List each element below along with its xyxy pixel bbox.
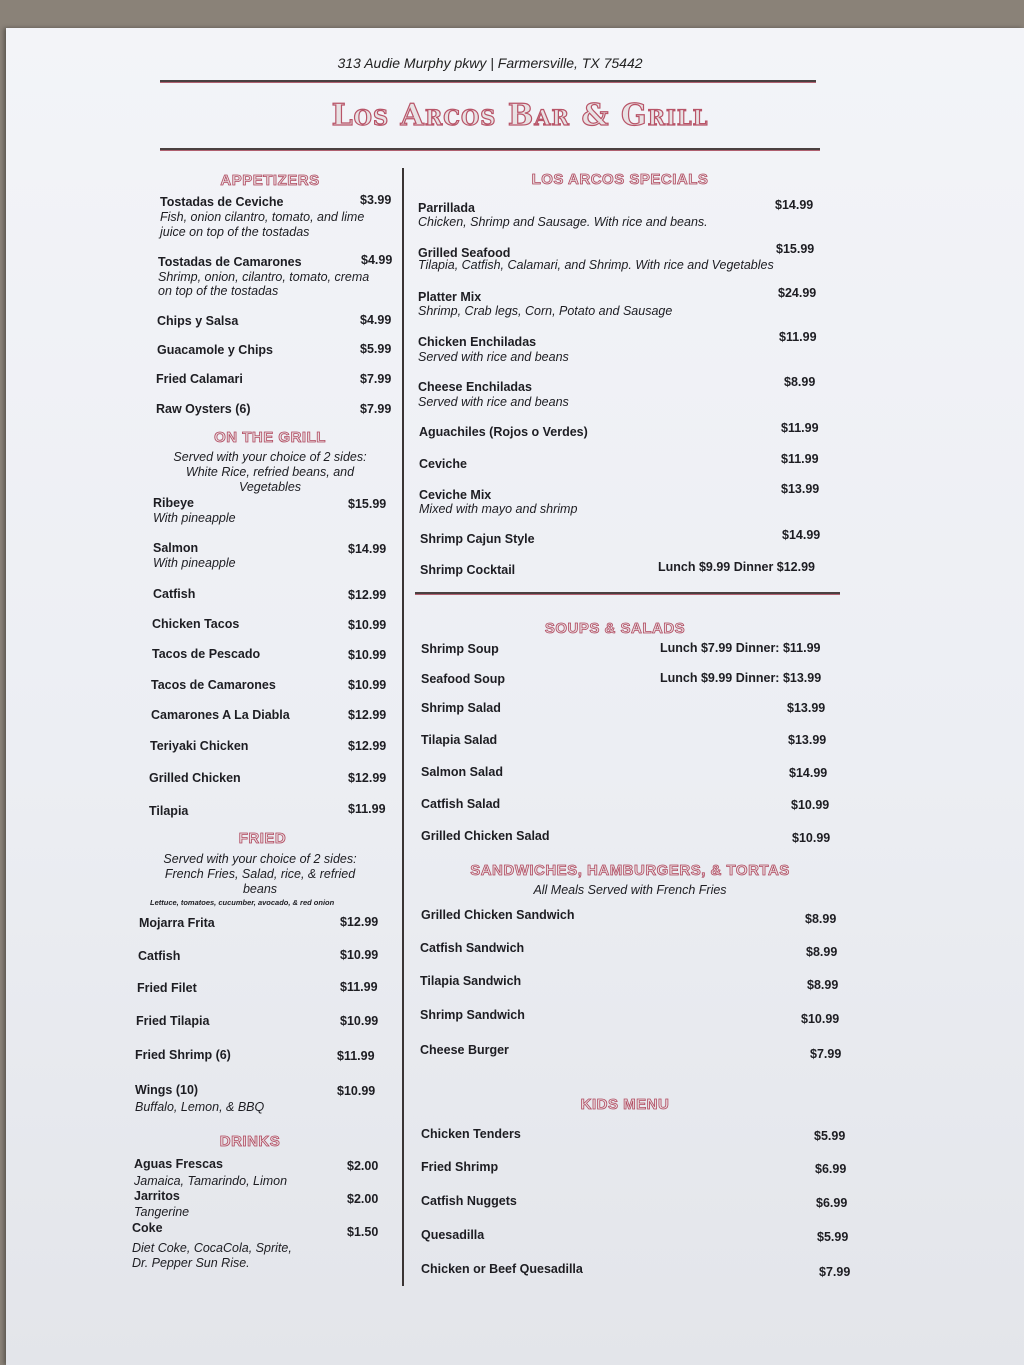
special-desc: Chicken, Shrimp and Sausage. With rice and beans. bbox=[418, 215, 708, 229]
fried-item-price: $10.99 bbox=[340, 1014, 379, 1028]
special-name: Aguachiles (Rojos o Verdes) bbox=[419, 425, 588, 439]
grill-item-desc: With pineapple bbox=[153, 556, 236, 570]
fried-item-price: $12.99 bbox=[340, 915, 379, 929]
grill-note: White Rice, refried beans, and bbox=[185, 465, 355, 479]
fried-small-note: Lettuce, tomatoes, cucumber, avocado, & red onion bbox=[150, 898, 335, 907]
appetizer-name: Guacamole y Chips bbox=[157, 343, 274, 357]
special-price: $15.99 bbox=[776, 242, 815, 256]
special-price: Lunch $9.99 Dinner $12.99 bbox=[658, 560, 816, 574]
sandwiches-header: SANDWICHES, HAMBURGERS, & TORTAS bbox=[470, 862, 790, 879]
soup-name: Tilapia Salad bbox=[421, 733, 498, 747]
special-price: $11.99 bbox=[781, 452, 819, 466]
fried-item-name: Mojarra Frita bbox=[139, 916, 215, 930]
fried-item-price: $10.99 bbox=[337, 1084, 376, 1098]
appetizer-price: $7.99 bbox=[360, 372, 392, 386]
grill-item-price: $10.99 bbox=[348, 678, 387, 692]
drink-name: Jarritos bbox=[134, 1189, 180, 1203]
appetizer-name: Chips y Salsa bbox=[157, 314, 239, 328]
kids-item-price: $6.99 bbox=[816, 1196, 848, 1210]
kids-item-price: $5.99 bbox=[814, 1129, 846, 1143]
appetizer-price: $7.99 bbox=[360, 402, 392, 416]
fried-item-price: $11.99 bbox=[337, 1049, 375, 1063]
fried-note: Served with your choice of 2 sides: bbox=[163, 852, 357, 866]
grill-item-name: Chicken Tacos bbox=[152, 617, 240, 631]
grill-item-price: $12.99 bbox=[348, 739, 387, 753]
grill-item-name: Grilled Chicken bbox=[149, 771, 241, 785]
special-name: Shrimp Cajun Style bbox=[420, 532, 535, 546]
special-price: $24.99 bbox=[778, 286, 817, 300]
special-desc: Mixed with mayo and shrimp bbox=[419, 502, 578, 516]
appetizers-header: APPETIZERS bbox=[220, 172, 320, 189]
special-name: Grilled Seafood bbox=[418, 246, 511, 260]
drink-price: $2.00 bbox=[347, 1192, 379, 1206]
sandwiches-note: All Meals Served with French Fries bbox=[533, 883, 727, 897]
soup-name: Catfish Salad bbox=[421, 797, 501, 811]
grill-item-price: $12.99 bbox=[348, 588, 387, 602]
soup-price: $13.99 bbox=[788, 733, 827, 747]
drink-name: Coke bbox=[132, 1221, 163, 1235]
column-divider bbox=[402, 168, 404, 1286]
appetizer-desc: Fish, onion cilantro, tomato, and lime bbox=[160, 210, 365, 224]
sandwich-name: Shrimp Sandwich bbox=[420, 1008, 525, 1022]
grill-item-price: $12.99 bbox=[348, 708, 387, 722]
fried-item-name: Catfish bbox=[138, 949, 181, 963]
grill-note: Vegetables bbox=[238, 480, 302, 494]
kids-item-name: Catfish Nuggets bbox=[421, 1194, 517, 1208]
special-name: Platter Mix bbox=[418, 290, 482, 304]
soup-price: $14.99 bbox=[789, 766, 828, 780]
kids-header: KIDS MENU bbox=[580, 1096, 670, 1113]
appetizer-name: Raw Oysters (6) bbox=[156, 402, 251, 416]
special-price: $8.99 bbox=[784, 375, 816, 389]
special-desc: Served with rice and beans bbox=[418, 395, 569, 409]
fried-note: beans bbox=[242, 882, 278, 896]
sandwich-price: $7.99 bbox=[810, 1047, 842, 1061]
special-desc: Served with rice and beans bbox=[418, 350, 569, 364]
drink-desc: Jamaica, Tamarindo, Limon bbox=[134, 1174, 288, 1188]
soup-price: Lunch $7.99 Dinner: $11.99 bbox=[660, 641, 821, 655]
grill-item-name: Teriyaki Chicken bbox=[150, 739, 249, 753]
soup-price: Lunch $9.99 Dinner: $13.99 bbox=[660, 671, 822, 685]
fried-item-price: $10.99 bbox=[340, 948, 379, 962]
grill-item-name: Ribeye bbox=[153, 496, 194, 510]
grill-item-name: Tacos de Camarones bbox=[151, 678, 276, 692]
kids-item-price: $7.99 bbox=[819, 1265, 851, 1279]
fried-header: FRIED bbox=[238, 830, 287, 847]
appetizer-price: $4.99 bbox=[361, 253, 393, 267]
specials-header: LOS ARCOS SPECIALS bbox=[531, 171, 709, 188]
specials-divider bbox=[415, 592, 840, 595]
grill-item-price: $10.99 bbox=[348, 618, 387, 632]
appetizer-price: $5.99 bbox=[360, 342, 392, 356]
soup-name: Salmon Salad bbox=[421, 765, 503, 779]
kids-item-name: Fried Shrimp bbox=[421, 1160, 499, 1174]
grill-item-price: $14.99 bbox=[348, 542, 387, 556]
soup-price: $10.99 bbox=[791, 798, 830, 812]
sandwich-name: Tilapia Sandwich bbox=[420, 974, 522, 988]
grill-item-price: $10.99 bbox=[348, 648, 387, 662]
fried-item-name: Fried Shrimp (6) bbox=[135, 1048, 231, 1062]
special-name: Chicken Enchiladas bbox=[418, 335, 537, 349]
grill-item-price: $15.99 bbox=[348, 497, 387, 511]
soup-name: Shrimp Soup bbox=[421, 642, 499, 656]
special-desc: Tilapia, Catfish, Calamari, and Shrimp. With rice and Vegetables bbox=[418, 258, 774, 272]
drink-desc: Diet Coke, CocaCola, Sprite, bbox=[132, 1241, 292, 1255]
appetizer-desc: on top of the tostadas bbox=[158, 284, 279, 298]
drinks-header: DRINKS bbox=[219, 1133, 281, 1150]
appetizer-desc: Shrimp, onion, cilantro, tomato, crema bbox=[158, 270, 370, 284]
kids-item-name: Quesadilla bbox=[421, 1228, 485, 1242]
special-name: Shrimp Cocktail bbox=[420, 563, 516, 577]
soup-name: Shrimp Salad bbox=[421, 701, 501, 715]
drink-desc: Tangerine bbox=[134, 1205, 190, 1219]
grill-item-name: Camarones A La Diabla bbox=[151, 708, 290, 722]
grill-note: Served with your choice of 2 sides: bbox=[173, 450, 367, 464]
grill-item-name: Tilapia bbox=[149, 804, 189, 818]
grill-item-price: $12.99 bbox=[348, 771, 387, 785]
grill-item-price: $11.99 bbox=[348, 802, 386, 816]
top-rule bbox=[160, 80, 816, 83]
soup-price: $10.99 bbox=[792, 831, 831, 845]
soup-name: Seafood Soup bbox=[421, 672, 506, 686]
soups-header: SOUPS & SALADS bbox=[544, 620, 686, 637]
special-name: Cheese Enchiladas bbox=[418, 380, 532, 394]
appetizer-name: Fried Calamari bbox=[156, 372, 243, 386]
fried-note: French Fries, Salad, rice, & refried bbox=[164, 867, 356, 881]
fried-item-name: Wings (10) bbox=[135, 1083, 199, 1097]
grill-item-desc: With pineapple bbox=[153, 511, 236, 525]
kids-item-price: $5.99 bbox=[817, 1230, 849, 1244]
sandwich-price: $8.99 bbox=[807, 978, 839, 992]
grill-item-name: Tacos de Pescado bbox=[152, 647, 261, 661]
appetizer-price: $4.99 bbox=[360, 313, 392, 327]
sandwich-name: Catfish Sandwich bbox=[420, 941, 525, 955]
special-name: Parrillada bbox=[418, 201, 475, 215]
fried-item-name: Fried Filet bbox=[137, 981, 197, 995]
special-name: Ceviche Mix bbox=[419, 488, 492, 502]
soup-price: $13.99 bbox=[787, 701, 826, 715]
grill-item-name: Salmon bbox=[153, 541, 199, 555]
sandwich-name: Grilled Chicken Sandwich bbox=[421, 908, 575, 922]
fried-item-price: $11.99 bbox=[340, 980, 378, 994]
drink-desc: Dr. Pepper Sun Rise. bbox=[132, 1256, 250, 1270]
grill-item-name: Catfish bbox=[153, 587, 196, 601]
special-price: $11.99 bbox=[779, 330, 817, 344]
appetizer-name: Tostadas de Ceviche bbox=[160, 195, 284, 209]
title-rule bbox=[160, 148, 820, 151]
sandwich-name: Cheese Burger bbox=[420, 1043, 509, 1057]
soup-name: Grilled Chicken Salad bbox=[421, 829, 550, 843]
fried-item-desc: Buffalo, Lemon, & BBQ bbox=[135, 1100, 265, 1114]
appetizer-name: Tostadas de Camarones bbox=[158, 255, 302, 269]
sandwich-price: $8.99 bbox=[806, 945, 838, 959]
special-price: $13.99 bbox=[781, 482, 820, 496]
sandwich-price: $8.99 bbox=[805, 912, 837, 926]
special-name: Ceviche bbox=[419, 457, 467, 471]
kids-item-price: $6.99 bbox=[815, 1162, 847, 1176]
special-price: $14.99 bbox=[775, 198, 814, 212]
restaurant-title: Los Arcos Bar & Grill bbox=[331, 98, 709, 133]
restaurant-address: 313 Audie Murphy pkwy | Farmersville, TX 75442 bbox=[337, 55, 643, 71]
grill-header: ON THE GRILL bbox=[214, 429, 326, 446]
drink-price: $1.50 bbox=[347, 1225, 379, 1239]
special-price: $14.99 bbox=[782, 528, 821, 542]
special-desc: Shrimp, Crab legs, Corn, Potato and Sausage bbox=[418, 304, 673, 318]
kids-item-name: Chicken Tenders bbox=[421, 1127, 521, 1141]
appetizer-desc: juice on top of the tostadas bbox=[160, 225, 310, 239]
drink-name: Aguas Frescas bbox=[134, 1157, 223, 1171]
sandwich-price: $10.99 bbox=[801, 1012, 840, 1026]
drink-price: $2.00 bbox=[347, 1159, 379, 1173]
kids-item-name: Chicken or Beef Quesadilla bbox=[421, 1262, 583, 1276]
appetizer-price: $3.99 bbox=[360, 193, 392, 207]
fried-item-name: Fried Tilapia bbox=[136, 1014, 210, 1028]
special-price: $11.99 bbox=[781, 421, 819, 435]
